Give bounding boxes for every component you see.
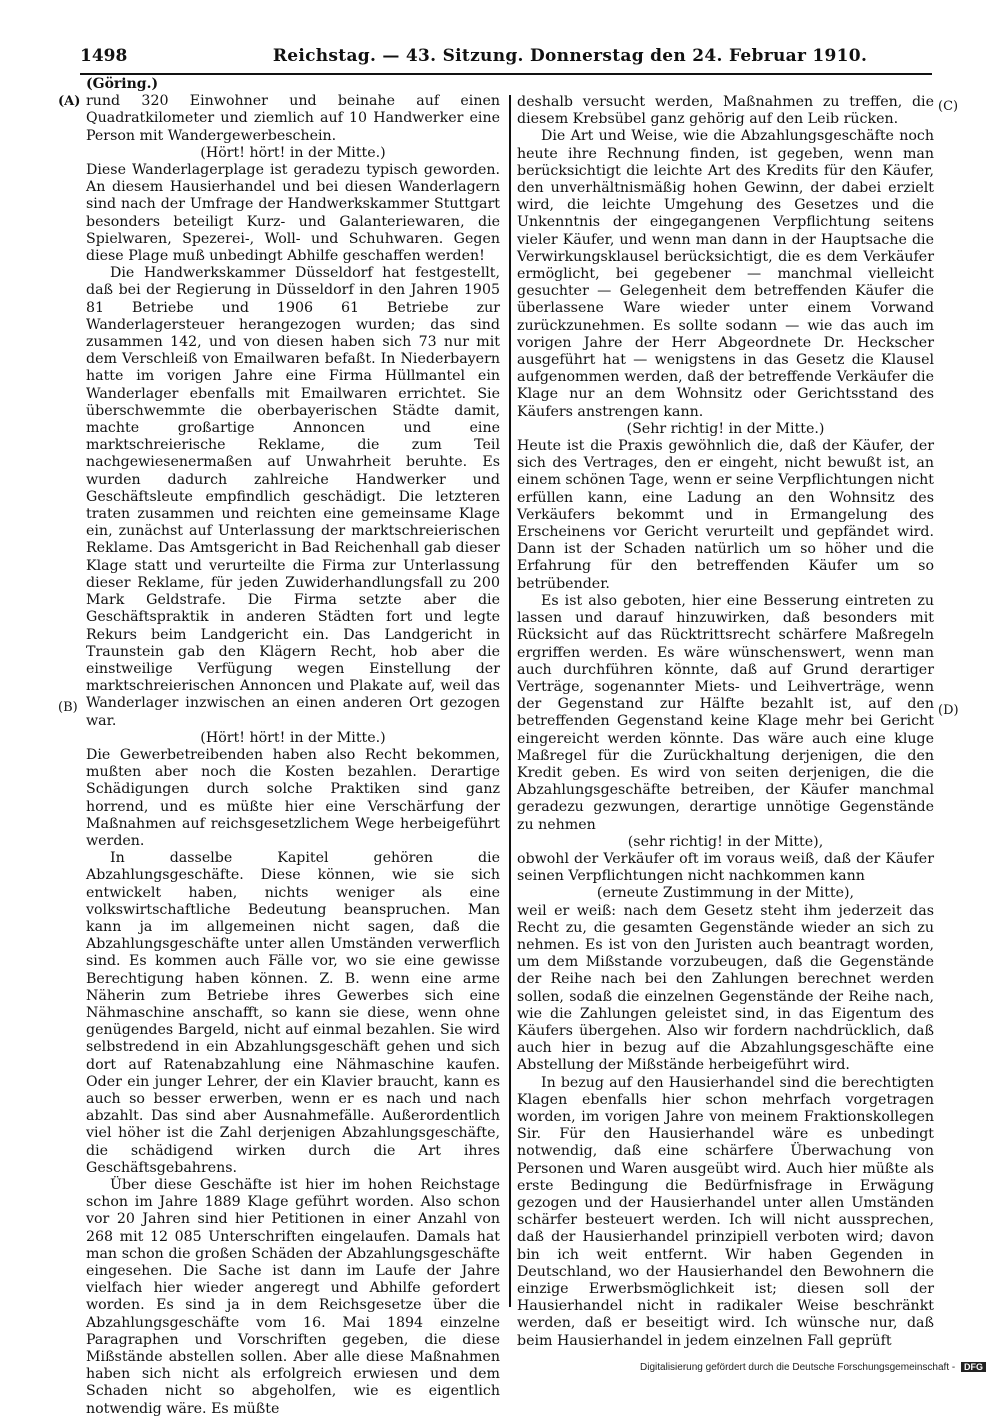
paragraph: Die Gewerbetreibenden haben also Recht bekommen, mußten aber noch die Kosten bezahlen. Derartige Schädigungen durch solche Praktiken sind ganz horrend, und es müßte hier eine Verschärfung der Maßnahmen auf reichsgesetzlichem Wege herbeigeführt werden.: [86, 746, 500, 849]
paragraph: In dasselbe Kapitel gehören die Abzahlungsgeschäfte. Diese können, wie sie sich entwickelt haben, nichts weniger als eine volkswirtschaftliche Bedeutung beanspruchen. Man kann ja im allgemeinen nicht sagen, daß die Abzahlungsgeschäfte unter allen Umständen verwerflich sind. Es kommen auch Fälle vor, wo sie eine gewisse Berechtigung haben können. Z. B. wenn eine arme Näherin zum Betriebe ihres Gewerbes sich eine Nähmaschine anschafft, so kann sie diese, wenn ohne genügendes Bargeld, nicht auf einmal bezahlen. Sie wird selbstredend in ein Abzahlungsgeschäft gehen und sich dort auf Ratenabzahlung eine Nähmaschine kaufen. Oder ein junger Lehrer, der ein Klavier braucht, kann es auch so besser erwerben, wenn er es nach und nach abzahlt. Das sind aber Ausnahmefälle. Außerordentlich viel höher ist die Zahl derjenigen Abzahlungsgeschäfte, die schädigend wirken durch die Art ihres Geschäftsgebahrens.: [86, 850, 500, 1176]
paragraph: Über diese Geschäfte ist hier im hohen Reichstage schon im Jahre 1889 Klage geführt worden. Also schon vor 20 Jahren sind hier Petitionen in einer Anzahl von 268 mit 12 085 Unterschriften eingelaufen. Damals hat man schon die großen Schäden der Abzahlungsgeschäfte eingesehen. Die Sache ist dann im Laufe der Jahre vielfach hier wieder angeregt und Abhilfe gefordert worden. Es sind ja in dem Reichsgesetze über die Abzahlungsgeschäfte vom 16. Mai 1894 einzelne Paragraphen und Vorschriften gegeben, die diese Mißstände abstellen sollen. Aber alle diese Maßnahmen haben sich nicht als erfolgreich erwiesen und dem Schaden nicht so abgeholfen, wie es eigentlich notwendig wäre. Es müßte: [86, 1177, 500, 1417]
interjection: (erneute Zustimmung in der Mitte),: [596, 885, 855, 902]
paragraph: Es ist also geboten, hier eine Besserung eintreten zu lassen und darauf hinzuwirken, daß besonders mit Rücksicht auf das Rücktrittsrecht schärfere Maßregeln ergriffen werden. Es wäre wünschenswert, wenn man auch durchführen könnte, daß auf Grund derartiger Verträge, sogenannter Miets- und Leihverträge, wenn der Gegenstand zur Hälfte bezahlt ist, auf den betreffenden Gegenstand keine Klage mehr bei Gericht eingereicht werden könnte. Das wäre auch eine kluge Maßregel für die Zurückhaltung derjenigen, die den Kredit geben. Es wird von seiten derjenigen, die die Abzahlungsgeschäfte betreiben, der Käufer manchmal geradezu gezwungen, derartige unnötige Gegenstände zu nehmen: [517, 592, 934, 833]
paragraph: Heute ist die Praxis gewöhnlich die, daß der Käufer, der sich des Vertrages, den er eingeht, nicht bewußt ist, an einem schönen Tage, wenn er seine Verpflichtungen nicht erfüllen kann, eine Ladung an den Wohnsitz des Verkäufers bekommt und in Ermangelung des Erscheinens vor Gericht verurteilt und gepfändet wird. Dann ist der Schaden natürlich um so höher und die Erfahrung für den betreffenden Käufer um so betrübender.: [517, 438, 934, 592]
header-rule: [80, 73, 932, 75]
interjection: (Sehr richtig! in der Mitte.): [626, 420, 825, 437]
margin-marker-d: (D): [938, 703, 959, 718]
paragraph: obwohl der Verkäufer oft im voraus weiß, daß der Käufer seinen Verpflichtungen nicht nachkommen kann: [517, 850, 934, 885]
left-column: [86, 76, 500, 1418]
interjection: (Hört! hört! in der Mitte.): [200, 144, 386, 161]
paragraph: In bezug auf den Hausierhandel sind die berechtigten Klagen ebenfalls hier schon mehrfach vorgetragen worden, im vorigen Jahre von meinem Fraktionskollegen Sir. Für den Hausierhandel wäre es unbedingt notwendig, daß eine schärfere Überwachung von Personen und Waren ausgeübt wird. Auch hier müßte als erste Bedingung die Bedürfnisfrage in Erwägung gezogen und der Hausierhandel unter allen Umständen schärfer besteuert werden. Ich will nicht aussprechen, daß der Hausierhandel prinzipiell verboten wird; davon bin ich weit entfernt. Wir haben Gegenden in Deutschland, wo der Hausierhandel den Bewohnern die einzige Erwerbsmöglichkeit ist; diesen soll der Hausierhandel nicht in radikaler Weise beschränkt werden, daß er beseitigt wird. Ich wünsche nur, daß beim Hausierhandel in jedem einzelnen Fall geprüft: [517, 1074, 934, 1349]
dfg-logo: DFG: [961, 1362, 986, 1372]
column-divider: [509, 95, 511, 1307]
paragraph: deshalb versucht werden, Maßnahmen zu treffen, die diesem Krebsübel ganz gehörig auf den Leib rücken.: [517, 94, 934, 128]
footer-text: Digitalisierung gefördert durch die Deutsche Forschungsgemeinschaft -: [640, 1362, 956, 1373]
interjection: (Hört! hört! in der Mitte.): [200, 729, 386, 746]
paragraph: rund 320 Einwohner und beinahe auf einen Quadratkilometer und ziemlich auf 10 Handwerker eine Person mit Wandergewerbeschein.: [86, 93, 500, 144]
paragraph: weil er weiß: nach dem Gesetz steht ihm jederzeit das Recht zu, die gesamten Gegenstände wieder an sich zu nehmen. Es ist von den Juristen auch beantragt worden, um dem Mißstande vorzubeugen, daß die Gegenstände der Reihe nach bei den Zahlungen berechnet werden sollen, sodaß die einzelnen Gegenstände der Reihe nach, wie die Zahlungen geleistet sind, in das Eigentum des Käufers übergehen. Also wir fordern nachdrücklich, daß auch hier in bezug auf die Abzahlungsgeschäfte eine Abstellung der Mißstände herbeigeführt wird.: [517, 902, 934, 1074]
margin-marker-b: (B): [58, 700, 78, 715]
paragraph: Die Art und Weise, wie die Abzahlungsgeschäfte noch heute ihre Rechnung finden, ist gegeben, wenn man berücksichtigt die leichte Art des Kredits für den Käufer, den unverhältnismäßig hohen Gewinn, der dabei erzielt wird, die leichte Umgehung des Gesetzes und die Unkenntnis der eingegangenen Verpflichtung seitens vieler Käufer, und wenn man dann in der Hauptsache die Verwirkungsklausel berücksichtigt, die es dem Verkäufer ermöglicht, bei gegebener — manchmal vielleicht gesuchter — Gelegenheit dem betreffenden Käufer die überlassene Ware wieder unter einem Vorwand zurückzunehmen. Es sollte sodann — wie das auch im vorigen Jahre der Herr Abgeordnete Dr. Heckscher ausgeführt hat — wenigstens in das Gesetz die Klausel aufgenommen werden, daß der betreffende Verkäufer die Klage nur an dem Wohnsitz oder Gerichtsstand des Käufers anstrengen kann.: [517, 128, 934, 420]
footer-credit: [640, 1362, 986, 1373]
page-header: [80, 46, 930, 72]
margin-marker-c: (C): [938, 99, 959, 114]
speaker-name: (Göring.): [86, 76, 159, 92]
margin-marker-a: (A): [58, 94, 81, 109]
paragraph: Diese Wanderlagerplage ist geradezu typisch geworden. An diesem Hausierhandel und bei diesen Wanderlagern sind nach der Umfrage der Handwerkskammer Stuttgart besonders beteiligt Kurz- und Galanteriewaren, die Spielwaren, Spezerei-, Woll- und Schuhwaren. Gegen diese Plage muß unbedingt Abhilfe geschaffen werden!: [86, 162, 500, 265]
paragraph: Die Handwerkskammer Düsseldorf hat festgestellt, daß bei der Regierung in Düsseldorf in den Jahren 1905 81 Betriebe und 1906 61 Betriebe zur Wanderlagersteuer herangezogen wurden; das sind zusammen 142, und von diesen haben sich 73 nur mit dem Verschleiß von Emailwaren befaßt. In Niederbayern hatte im vorigen Jahre eine Firma Hüllmantel ein Wanderlager ebenfalls mit Emailwaren errichtet. Sie überschwemmte die oberbayerischen Städte damit, machte großartige Annoncen und eine marktschreierische Reklame, die zum Teil nachgewiesenermaßen auf Unwahrheit beruhte. Es wurden dadurch zahlreiche Handwerker und Geschäftsleute empfindlich geschädigt. Die letzteren traten zusammen und reichten eine gemeinsame Klage ein, zunächst auf Unterlassung der marktschreierischen Reklame. Das Amtsgericht in Bad Reichenhall gab dieser Klage statt und verurteilte die Firma zur Unterlassung dieser Reklame, für jeden Zuwiderhandlungsfall zu 200 Mark Geldstrafe. Die Firma setzte aber die Geschäftspraktik in anderen Städten fort und legte Rekurs beim Landgericht ein. Das Landgericht in Traunstein gab den Klägern Recht, hob aber die einstweilige Verfügung wegen Einstellung der marktschreierischen Annoncen und Plakate auf, weil das Wanderlager inzwischen an einen anderen Ort gezogen war.: [86, 265, 500, 729]
right-column: [517, 94, 934, 1350]
interjection: (sehr richtig! in der Mitte),: [627, 833, 824, 850]
page-number: 1498: [80, 46, 128, 66]
page-title: Reichstag. — 43. Sitzung. Donnerstag den 24. Februar 1910.: [272, 46, 868, 66]
